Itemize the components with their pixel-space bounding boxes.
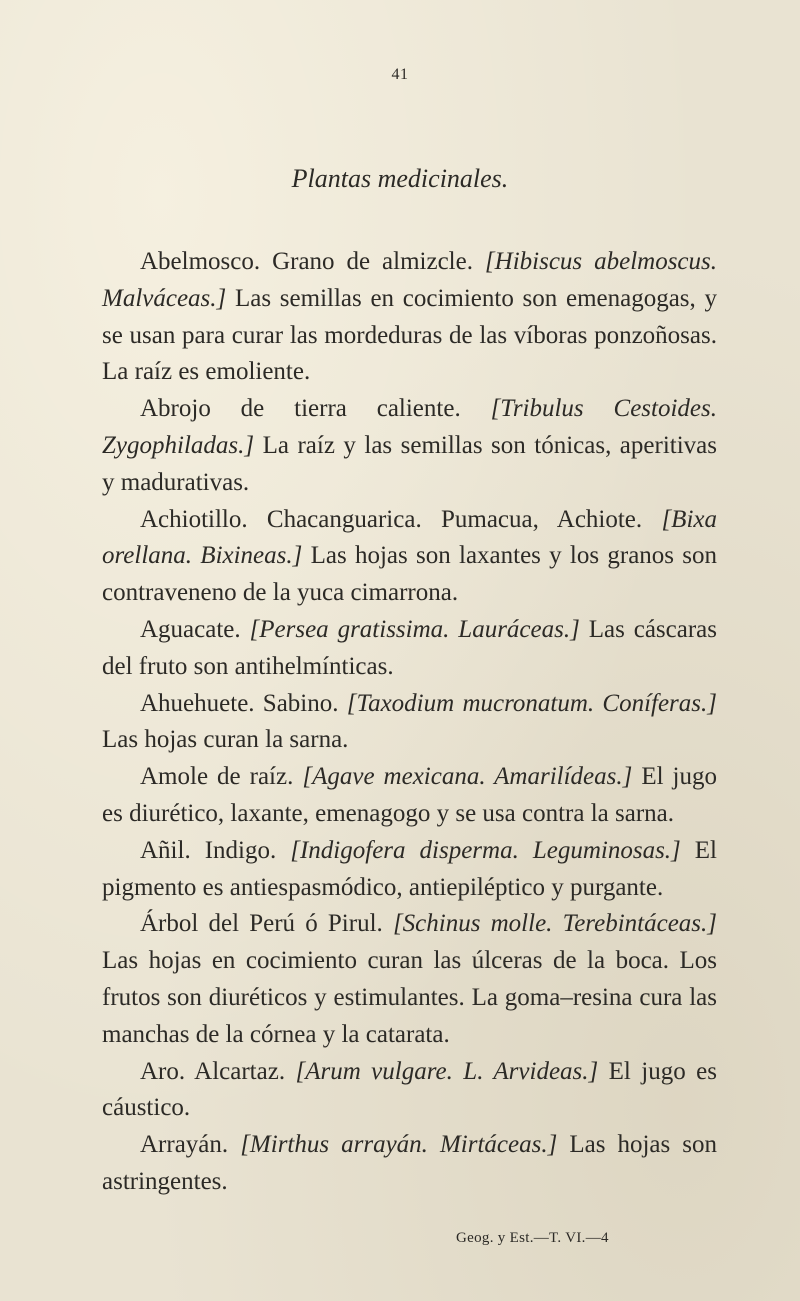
page-number: 41 [391, 66, 409, 83]
entry-name: Añil. Indigo. [140, 836, 291, 864]
entry-scientific-name: [Arum vulgare. L. Arvideas.] [295, 1057, 599, 1085]
printer-signature: Geog. y Est.—T. VI.—4 [456, 1230, 609, 1246]
entry-scientific-name: [Taxodium mucronatum. Coníferas.] [346, 689, 717, 717]
entry-scientific-name: [Persea gratissima. Lauráceas.] [249, 615, 580, 643]
entry-name: Árbol del Perú ó Pirul. [140, 910, 393, 938]
entry-arbol-del-peru [102, 906, 717, 1053]
entry-text: Las hojas en cocimiento curan las úlceras de la boca. Los frutos son diuréticos y estimulantes. La goma–resina cura las manchas de la córnea y la catarata. [102, 947, 717, 1048]
entry-text: Las hojas son astringentes. [102, 1131, 717, 1195]
entry-scientific-name: [Indigofera disperma. Leguminosas.] [290, 836, 681, 864]
entry-name: Aguacate. [140, 615, 250, 643]
entry-name: Ahuehuete. Sabino. [140, 689, 347, 717]
entry-name: Aro. Alcartaz. [140, 1057, 296, 1085]
entry-name: Abrojo de tierra caliente. [140, 395, 491, 423]
entry-scientific-name: [Mirthus arrayán. Mirtáceas.] [240, 1131, 558, 1159]
entry-text: Las hojas curan la sarna. [102, 726, 349, 754]
section-title: Plantas medicinales. [291, 164, 509, 193]
entry-name: Amole de raíz. [140, 763, 303, 791]
entry-abrojo [102, 391, 717, 501]
entry-anil [102, 833, 717, 907]
entry-text: El jugo es diurético, laxante, emenagogo y se usa contra la sarna. [102, 763, 718, 827]
entry-scientific-name: [Agave mexicana. Amarilídeas.] [302, 763, 633, 791]
entry-aro [102, 1054, 717, 1128]
entry-aguacate [102, 612, 717, 686]
entry-amole [102, 759, 717, 833]
entry-abelmosco [102, 244, 717, 391]
entry-scientific-name: [Tribulus Cestoides. Zygophiladas.] [102, 395, 717, 459]
entry-achiotillo [102, 502, 717, 612]
entry-name: Achiotillo. Chacanguarica. Pumacua, Achiote. [140, 505, 662, 533]
entry-scientific-name: [Hibiscus abelmoscus. Malváceas.] [102, 248, 718, 312]
entry-ahuehuete [102, 686, 717, 760]
entry-text: La raíz y las semillas son tónicas, aperitivas y madurativas. [102, 431, 717, 496]
entry-text: El jugo es cáustico. [102, 1057, 717, 1122]
entry-text: Las semillas en cocimiento son emenagogas, y se usan para curar las mordeduras de las víboras ponzoñosas. La raíz es emoliente. [102, 284, 717, 386]
entry-text: El pigmento es antiespasmódico, antiepiléptico y purgante. [102, 836, 718, 901]
entry-arrayan [102, 1127, 717, 1201]
entries-list [102, 244, 717, 1201]
entry-text: Las hojas son laxantes y los granos son contraveneno de la yuca cimarrona. [102, 542, 718, 607]
entry-name: Arrayán. [140, 1131, 241, 1159]
entry-name: Abelmosco. Grano de almizcle. [140, 248, 485, 275]
entry-scientific-name: [Bixa orellana. Bixineas.] [102, 505, 717, 570]
entry-scientific-name: [Schinus molle. Terebintáceas.] [392, 910, 717, 938]
entry-text: Las cáscaras del fruto son antihelmínticas. [102, 615, 717, 680]
